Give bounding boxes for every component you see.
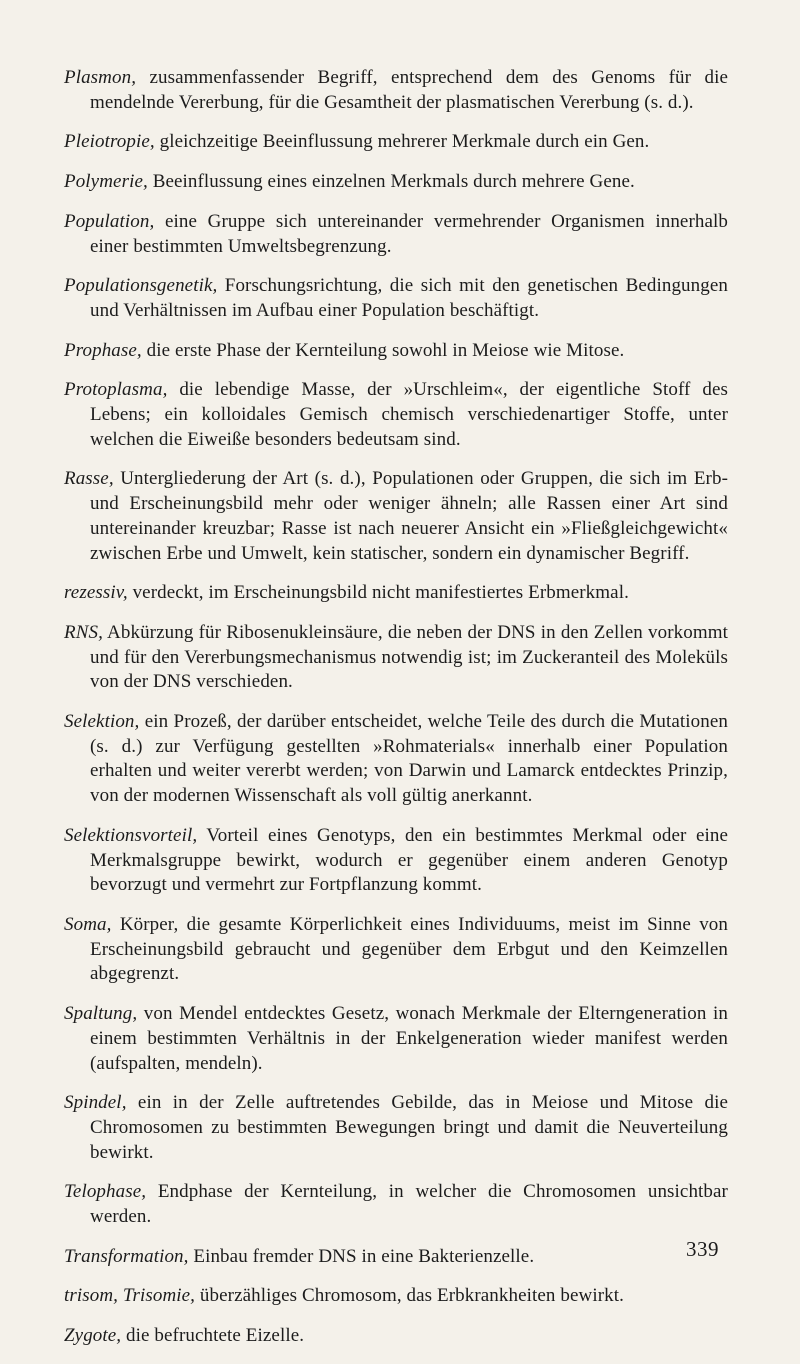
glossary-definition: die befruchtete Eizelle.: [126, 1325, 305, 1347]
glossary-term: Spindel,: [64, 1092, 127, 1114]
glossary-entry-soma: [64, 913, 728, 987]
page-number: 339: [686, 1237, 719, 1261]
glossary-term: rezessiv,: [64, 582, 128, 604]
glossary-entry-population: [64, 210, 728, 259]
glossary-term: Selektionsvorteil,: [64, 824, 198, 846]
glossary-entry-transformation: [64, 1245, 728, 1270]
glossary-term: trisom, Trisomie,: [64, 1285, 196, 1307]
glossary-definition: Vorteil eines Genotyps, den ein bestimmtes Merkmal oder eine Merkmalsgruppe bewirkt, wodurch er gegenüber einem anderen Genotyp bevorzugt und vermehrt zur Fortpflanzung kommt.: [90, 824, 728, 896]
glossary-entry-trisomie: [64, 1284, 728, 1309]
glossary-term: Soma,: [64, 913, 112, 935]
glossary-entry-pleiotropie: [64, 130, 728, 155]
glossary-entry-protoplasma: [64, 378, 728, 452]
glossary-entry-polymerie: [64, 170, 728, 195]
glossary-definition: Abkürzung für Ribosenukleinsäure, die neben der DNS in den Zellen vorkommt und für den Vererbungsmechanismus notwendig ist; im Zuckeranteil des Moleküls von der DNS verschieden.: [90, 621, 728, 693]
glossary-entry-rns: [64, 621, 728, 695]
glossary-term: Protoplasma,: [64, 379, 168, 401]
glossary-entry-spindel: [64, 1091, 728, 1165]
glossary-term: Selektion,: [64, 711, 140, 733]
glossary-entry-selektion: [64, 710, 728, 809]
glossary-definition: die lebendige Masse, der »Urschleim«, der eigentliche Stoff des Lebens; ein kolloidales Gemisch chemisch verschiedenartiger Stoffe, unter welchen die Eiweiße besonders bedeutsam sind.: [90, 379, 728, 450]
glossary-entry-zygote: [64, 1324, 728, 1349]
glossary-term: Plasmon,: [64, 67, 137, 88]
glossary-entry-selektionsvorteil: [64, 824, 728, 898]
glossary-term: Spaltung,: [64, 1003, 138, 1025]
glossary-entry-telophase: [64, 1180, 728, 1229]
glossary-definition: Einbau fremder DNS in eine Bakterienzelle.: [193, 1245, 535, 1267]
glossary-definition: die erste Phase der Kernteilung sowohl in Meiose wie Mitose.: [146, 339, 625, 361]
glossary-term: Zygote,: [64, 1325, 122, 1347]
glossary-definition: Beeinflussung eines einzelnen Merkmals durch mehrere Gene.: [152, 171, 635, 193]
glossary-definition: überzähliges Chromosom, das Erbkrankheiten bewirkt.: [199, 1285, 624, 1307]
glossary-entry-prophase: [64, 339, 728, 364]
glossary-entry-rasse: [64, 467, 728, 566]
glossary-definition: gleichzeitige Beeinflussung mehrerer Merkmale durch ein Gen.: [159, 131, 650, 153]
glossary-page: [64, 66, 728, 1364]
glossary-definition: ein in der Zelle auftretendes Gebilde, das in Meiose und Mitose die Chromosomen zu bestimmten Bewegungen bringt und damit die Neuverteilung bewirkt.: [90, 1092, 728, 1163]
glossary-term: Populationsgenetik,: [64, 275, 218, 297]
glossary-definition: Untergliederung der Art (s. d.), Populationen oder Gruppen, die sich im Erb- und Erscheinungsbild mehr oder weniger ähneln; alle Rassen einer Art sind untereinander kreuzbar; Rasse ist nach neuerer Ansicht ein »Fließgleichgewicht« zwischen Erbe und Umwelt, kein statischer, sondern ein dynamischer Begriff.: [90, 468, 728, 564]
glossary-term: RNS,: [64, 621, 103, 643]
glossary-definition: von Mendel entdecktes Gesetz, wonach Merkmale der Elterngeneration in einem bestimmten Verhältnis in der Enkelgeneration wieder manifest werden (aufspalten, mendeln).: [90, 1003, 728, 1074]
glossary-term: Telophase,: [64, 1181, 147, 1203]
glossary-entry-populationsgenetik: [64, 274, 728, 323]
glossary-entry-spaltung: [64, 1002, 728, 1076]
glossary-definition: ein Prozeß, der darüber entscheidet, welche Teile des durch die Mutationen (s. d.) zur Verfügung gestellten »Rohmaterials« innerhalb einer Population erhalten und weiter vererbt werden; von Darwin und Lamarck entdecktes Prinzip, von der modernen Wissenschaft als voll gültig anerkannt.: [90, 711, 728, 807]
glossary-term: Prophase,: [64, 339, 142, 361]
glossary-definition: Forschungsrichtung, die sich mit den genetischen Bedingungen und Verhältnissen im Aufbau einer Population beschäftigt.: [90, 275, 728, 321]
glossary-term: Pleiotropie,: [64, 131, 155, 153]
glossary-definition: verdeckt, im Erscheinungsbild nicht manifestiertes Erbmerkmal.: [132, 582, 629, 604]
glossary-definition: eine Gruppe sich untereinander vermehrender Organismen innerhalb einer bestimmten Umweltsbegrenzung.: [90, 210, 728, 257]
glossary-entry-rezessiv: [64, 581, 728, 606]
glossary-entry-plasmon: [64, 66, 728, 115]
glossary-term: Transformation,: [64, 1245, 189, 1267]
glossary-term: Rasse,: [64, 468, 114, 490]
glossary-definition: Körper, die gesamte Körperlichkeit eines Individuums, meist im Sinne von Erscheinungsbild gebraucht und gegenüber dem Erbgut und den Keimzellen abgegrenzt.: [90, 913, 728, 985]
glossary-definition: Endphase der Kernteilung, in welcher die Chromosomen unsichtbar werden.: [90, 1181, 728, 1228]
glossary-definition: zusammenfassender Begriff, entsprechend dem des Genoms für die mendelnde Vererbung, für die Gesamtheit der plasmatischen Vererbung (s. d.).: [90, 67, 728, 113]
glossary-term: Polymerie,: [64, 171, 148, 193]
glossary-term: Population,: [64, 210, 155, 232]
